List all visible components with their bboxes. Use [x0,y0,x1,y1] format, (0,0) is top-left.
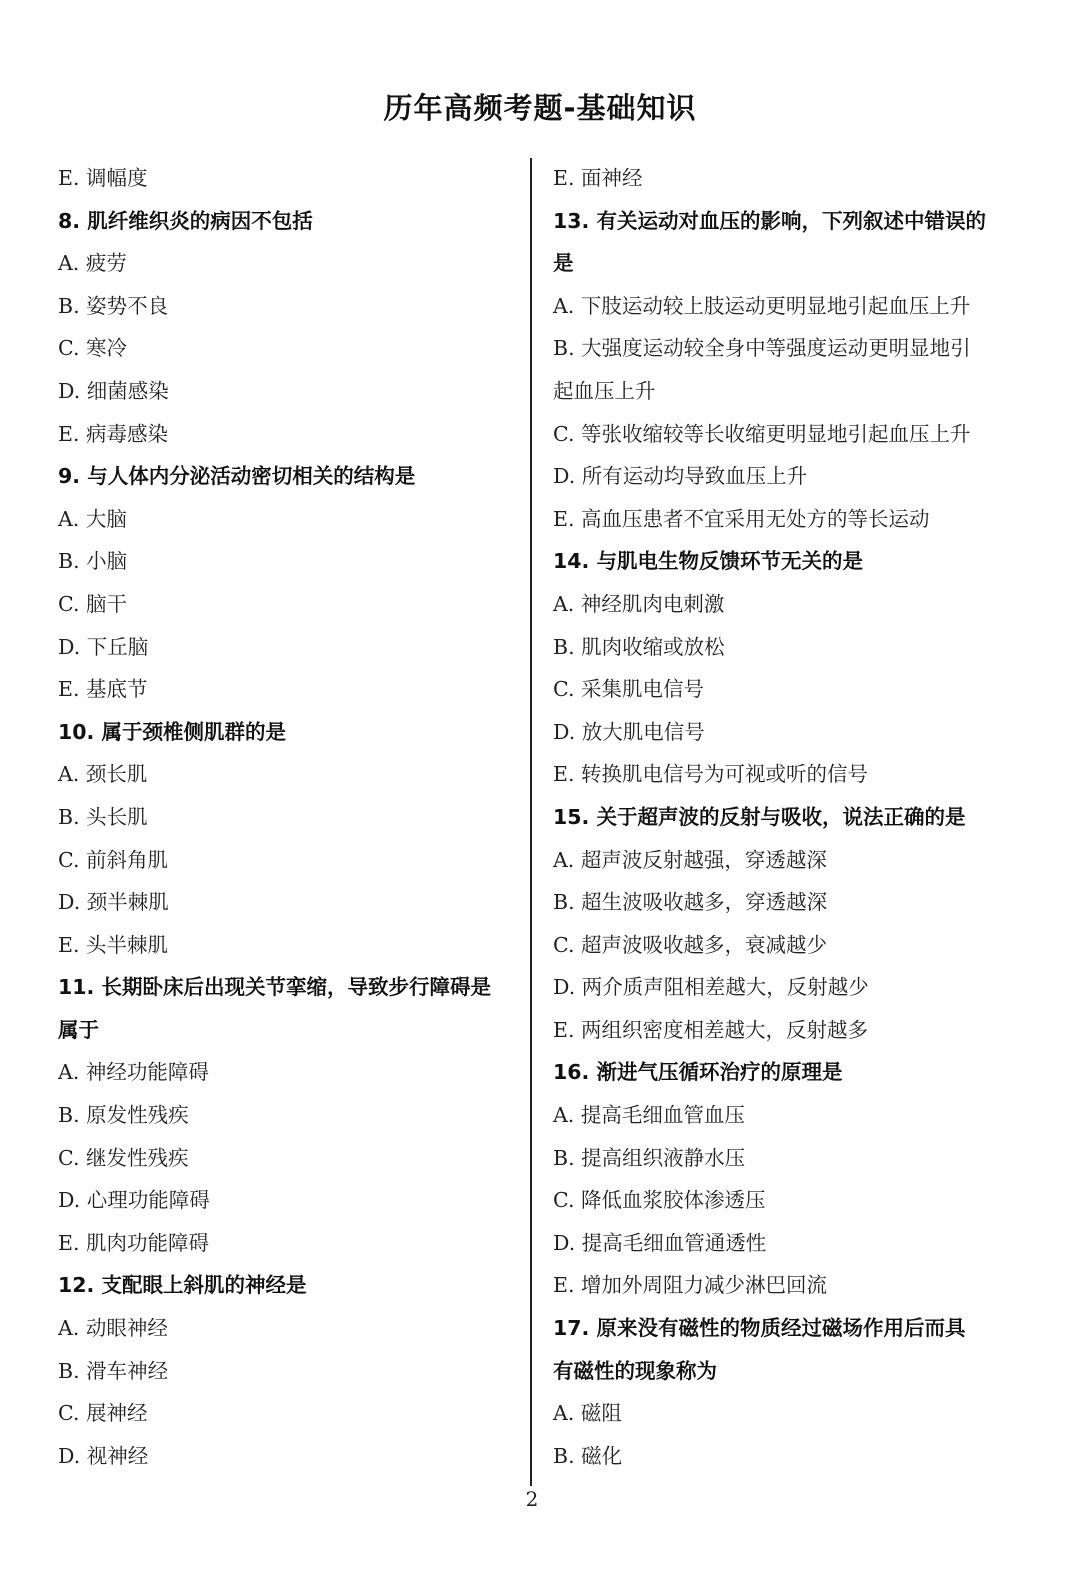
question-line: 12. 支配眼上斜肌的神经是 [58,1273,307,1298]
question-line: 9. 与人体内分泌活动密切相关的结构是 [58,464,416,489]
answer-option: B. 磁化 [553,1443,623,1468]
answer-option: B. 肌肉收缩或放松 [553,634,725,659]
answer-option: D. 视神经 [58,1443,149,1468]
answer-option: B. 姿势不良 [58,293,169,318]
answer-option: E. 基底节 [58,677,148,702]
answer-option: D. 下丘脑 [58,634,149,659]
answer-option: B. 小脑 [58,549,128,574]
answer-option: A. 神经功能障碍 [58,1060,209,1085]
question-line: 17. 原来没有磁性的物质经过磁场作用后而具 [553,1316,966,1341]
column-divider [530,158,532,1486]
answer-option: B. 大强度运动较全身中等强度运动更明显地引 [553,336,971,361]
question-line: 11. 长期卧床后出现关节挛缩，导致步行障碍是 [58,975,491,1000]
answer-option: E. 高血压患者不宜采用无处方的等长运动 [553,506,930,531]
question-line: 16. 渐进气压循环治疗的原理是 [553,1060,843,1085]
answer-option: D. 细菌感染 [58,378,169,403]
answer-option: B. 头长肌 [58,804,148,829]
answer-option: B. 滑车神经 [58,1358,169,1383]
answer-option: D. 心理功能障碍 [58,1188,210,1213]
answer-option: C. 前斜角肌 [58,847,168,872]
answer-option: C. 脑干 [58,591,127,616]
answer-option: C. 寒冷 [58,336,127,361]
answer-option: C. 超声波吸收越多，衰减越少 [553,932,827,957]
question-line: 8. 肌纤维织炎的病因不包括 [58,208,313,233]
answer-option: E. 调幅度 [58,166,148,190]
answer-option: C. 采集肌电信号 [553,677,704,702]
question-line: 13. 有关运动对血压的影响，下列叙述中错误的 [553,208,986,233]
answer-option: A. 磁阻 [553,1401,622,1426]
answer-option: A. 动眼神经 [58,1316,168,1341]
right-column [553,157,1023,1477]
answer-option: E. 面神经 [553,166,643,190]
page-number: 2 [525,1487,539,1511]
answer-option: A. 提高毛细血管血压 [553,1103,745,1128]
answer-option: E. 头半棘肌 [58,932,168,957]
answer-option: A. 大脑 [58,506,127,531]
answer-option: C. 继发性残疾 [58,1145,189,1170]
question-line: 15. 关于超声波的反射与吸收，说法正确的是 [553,804,966,829]
answer-option: B. 原发性残疾 [58,1103,189,1128]
answer-option: B. 提高组织液静水压 [553,1145,746,1170]
answer-option: B. 超生波吸收越多，穿透越深 [553,890,828,915]
answer-option: E. 两组织密度相差越大，反射越多 [553,1017,868,1042]
question-line: 有磁性的现象称为 [553,1358,717,1383]
answer-option: A. 疲劳 [58,251,127,276]
page-title: 历年高频考题-基础知识 [383,91,697,125]
answer-option: A. 颈长肌 [58,762,148,787]
answer-option: C. 等张收缩较等长收缩更明显地引起血压上升 [553,421,971,446]
answer-option: D. 颈半棘肌 [58,890,169,915]
answer-option: A. 下肢运动较上肢运动更明显地引起血压上升 [553,293,971,318]
answer-option: A. 神经肌肉电刺激 [553,591,725,616]
answer-option: D. 放大肌电信号 [553,719,705,744]
left-column [58,157,518,1477]
answer-option: E. 转换肌电信号为可视或听的信号 [553,762,868,787]
answer-option: D. 提高毛细血管通透性 [553,1230,767,1255]
answer-option: E. 增加外周阻力减少淋巴回流 [553,1273,827,1298]
question-line: 是 [553,251,574,276]
answer-option: A. 超声波反射越强，穿透越深 [553,847,827,872]
answer-option: C. 展神经 [58,1401,148,1426]
answer-option: C. 降低血浆胶体渗透压 [553,1188,766,1213]
question-line: 14. 与肌电生物反馈环节无关的是 [553,549,863,574]
question-line: 属于 [58,1017,99,1042]
answer-option: D. 所有运动均导致血压上升 [553,464,808,489]
answer-option: D. 两介质声阻相差越大，反射越少 [553,975,869,1000]
question-line: 10. 属于颈椎侧肌群的是 [58,719,286,744]
answer-option: E. 病毒感染 [58,421,168,446]
answer-option: E. 肌肉功能障碍 [58,1230,209,1255]
answer-option: 起血压上升 [553,378,656,403]
